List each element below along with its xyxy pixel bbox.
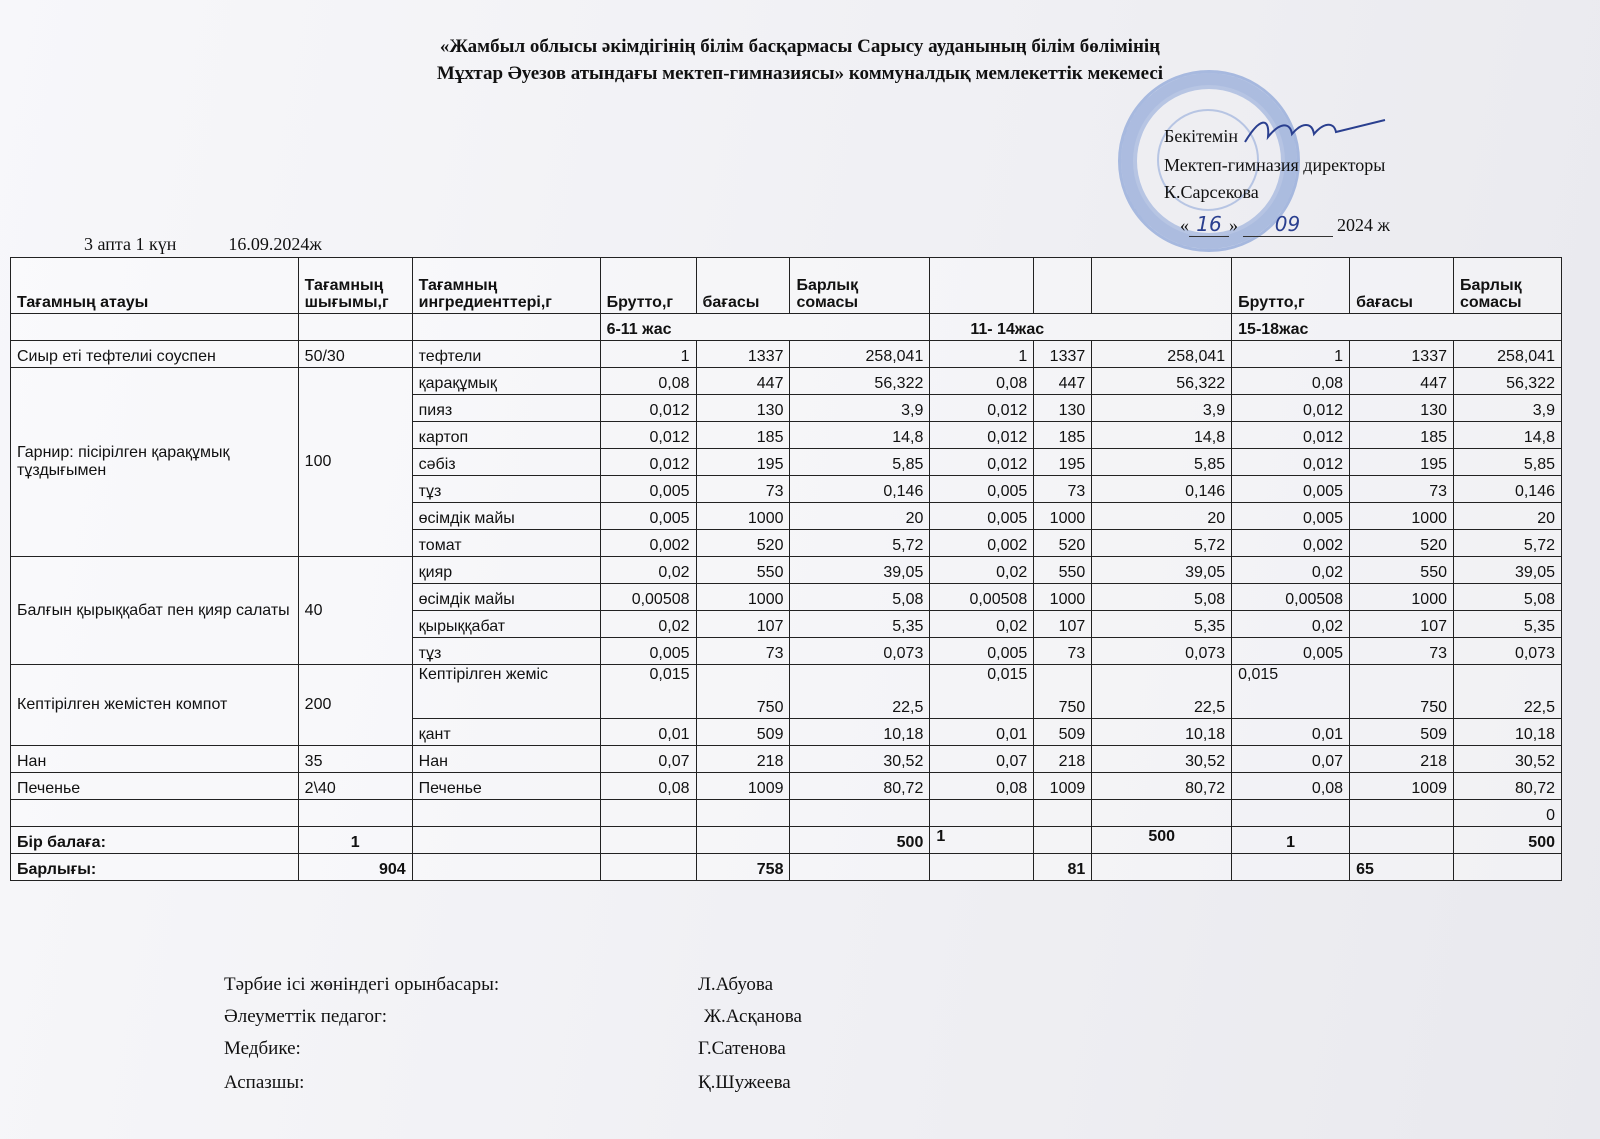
- age-group-3: 15-18жас: [1232, 314, 1562, 341]
- signature-role: Тәрбие ісі жөніндегі орынбасары:: [224, 974, 500, 995]
- col-price-3: бағасы: [1350, 258, 1454, 314]
- table-row: тұз 0,005 73 0,073 0,005 73 0,073 0,005 73 0,073: [11, 638, 1562, 665]
- date-day: 16: [1189, 212, 1229, 237]
- menu-table: [10, 257, 1562, 881]
- table-row: қырыққабат 0,02 107 5,35 0,02 107 5,35 0,02 107 5,35: [11, 611, 1562, 638]
- age-group-2: 11- 14жас: [930, 314, 1232, 341]
- col-output: Тағамның шығымы,г: [298, 258, 412, 314]
- date-month: 09: [1243, 212, 1333, 237]
- dish-output: 200: [298, 665, 412, 746]
- age-row: [11, 314, 1562, 341]
- dish-name: Сиыр еті тефтелиі соуспен: [11, 341, 299, 368]
- table-row: өсімдік майы 0,00508 1000 5,08 0,00508 1000 5,08 0,00508 1000 5,08: [11, 584, 1562, 611]
- director-signature: [1240, 112, 1390, 152]
- table-row: пияз 0,012 130 3,9 0,012 130 3,9 0,012 130 3,9: [11, 395, 1562, 422]
- table-row: Печенье 2\40 Печенье 0,08 1009 80,72 0,08 1009 80,72 0,08 1009 80,72: [11, 773, 1562, 800]
- per-child-row: Бір балаға: 1 500 1 500 1 500: [11, 827, 1562, 854]
- table-row: өсімдік майы 0,005 1000 20 0,005 1000 20 0,005 1000 20: [11, 503, 1562, 530]
- table-row: Сиыр еті тефтелиі соуспен 50/30 тефтели 1 1337 258,041 1 1337 258,041 1 1337 258,041: [11, 341, 1562, 368]
- dish-output: 2\40: [298, 773, 412, 800]
- col-dish: Тағамның атауы: [11, 258, 299, 314]
- table-header-row: [11, 258, 1562, 314]
- date-year: 2024 ж: [1337, 215, 1390, 235]
- col-ingredient: Тағамның ингредиенттері,г: [412, 258, 600, 314]
- approve-label: Бекітемін: [1164, 126, 1238, 146]
- approval-date: « 16 » 09 2024 ж: [1180, 212, 1390, 236]
- menu-date: 16.09.2024ж: [228, 234, 322, 254]
- day-info: [84, 234, 322, 255]
- table-row: қант 0,01 509 10,18 0,01 509 10,18 0,01 509 10,18: [11, 719, 1562, 746]
- col-brutto: Брутто,г: [600, 258, 696, 314]
- dish-name: Балғын қырыққабат пен қияр салаты: [11, 557, 299, 665]
- signature-name: Л.Абуова: [698, 974, 774, 995]
- total-row: Барлығы: 904 758 81 65: [11, 854, 1562, 881]
- director-name: К.Сарсекова: [1164, 182, 1259, 202]
- dish-name: Печенье: [11, 773, 299, 800]
- col-price: бағасы: [696, 258, 790, 314]
- table-row: Кептірілген жемістен компот 200 Кептірілген жеміс 0,015 750 22,5 0,015 750 22,5 0,015 750 22,5: [11, 665, 1562, 719]
- signature-name: Ж.Асқанова: [704, 1006, 802, 1027]
- dish-output: 100: [298, 368, 412, 557]
- age-group-1: 6-11 жас: [600, 314, 930, 341]
- signature-role: Әлеуметтік педагог:: [224, 1006, 388, 1027]
- table-row: сәбіз 0,012 195 5,85 0,012 195 5,85 0,012 195 5,85: [11, 449, 1562, 476]
- signature-name: Г.Сатенова: [698, 1038, 786, 1059]
- signature-role: Медбике:: [224, 1038, 301, 1059]
- signature-role: Аспазшы:: [224, 1072, 305, 1093]
- table-row: картоп 0,012 185 14,8 0,012 185 14,8 0,012 185 14,8: [11, 422, 1562, 449]
- table-row: Нан 35 Нан 0,07 218 30,52 0,07 218 30,52 0,07 218 30,52: [11, 746, 1562, 773]
- table-row: тұз 0,005 73 0,146 0,005 73 0,146 0,005 73 0,146: [11, 476, 1562, 503]
- per-child-label: Бір балаға:: [11, 827, 299, 854]
- dish-name: Гарнир: пісірілген қарақұмық тұздығымен: [11, 368, 299, 557]
- week-day: 3 апта 1 күн: [84, 234, 177, 254]
- director-title: Мектеп-гимназия директоры: [1164, 155, 1386, 175]
- col-total-3: Барлық сомасы: [1454, 258, 1562, 314]
- dish-name: Кептірілген жемістен компот: [11, 665, 299, 746]
- signature-name: Қ.Шужеева: [698, 1072, 791, 1093]
- col-brutto-3: Брутто,г: [1232, 258, 1350, 314]
- dish-output: 35: [298, 746, 412, 773]
- header-line-1: «Жамбыл облысы әкімдігінің білім басқармасы Сарысу ауданының білім бөлімінің: [439, 36, 1161, 57]
- empty-row: 0: [11, 800, 1562, 827]
- total-label: Барлығы:: [11, 854, 299, 881]
- table-row: Гарнир: пісірілген қарақұмық тұздығымен 100 қарақұмық 0,08 447 56,322 0,08 447 56,322 0,08 447 56,322: [11, 368, 1562, 395]
- header-line-2: Мұхтар Әуезов атындағы мектеп-гимназиясы» коммуналдық мемлекеттік мекемесі: [436, 63, 1164, 84]
- table-row: Балғын қырыққабат пен қияр салаты 40 қияр 0,02 550 39,05 0,02 550 39,05 0,02 550 39,05: [11, 557, 1562, 584]
- dish-output: 40: [298, 557, 412, 665]
- dish-output: 50/30: [298, 341, 412, 368]
- col-total: Барлық сомасы: [790, 258, 930, 314]
- dish-name: Нан: [11, 746, 299, 773]
- table-row: томат 0,002 520 5,72 0,002 520 5,72 0,002 520 5,72: [11, 530, 1562, 557]
